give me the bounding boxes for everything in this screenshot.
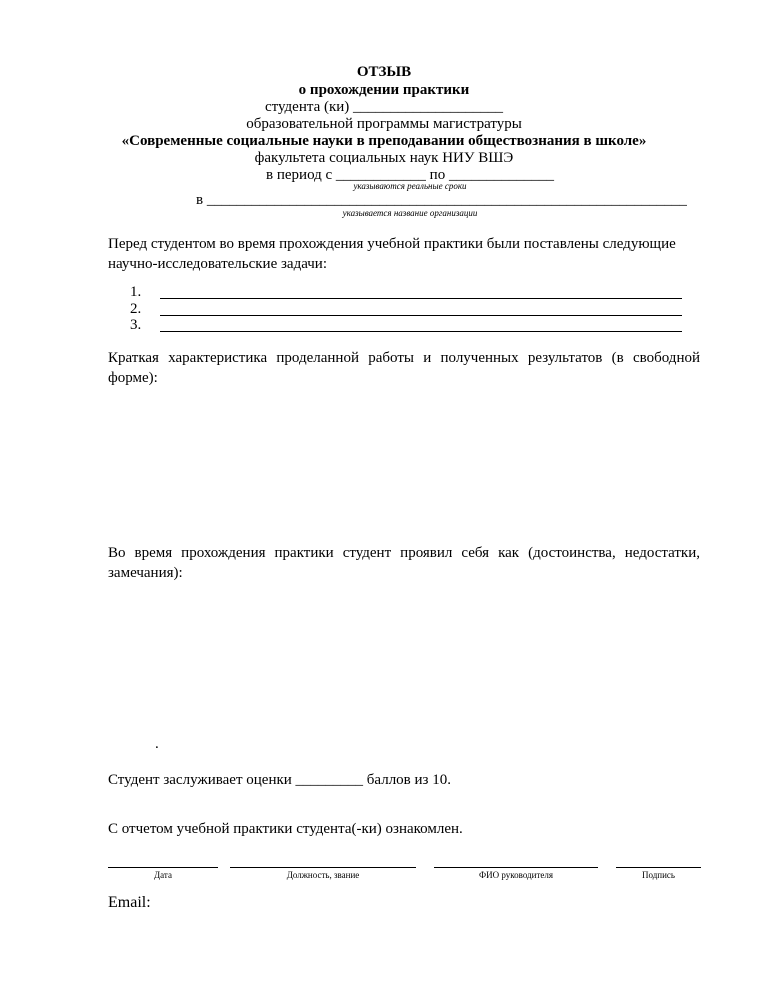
organization-hint: указывается название организации xyxy=(342,208,478,218)
student-name-line: студента (ки) ____________________ xyxy=(264,99,504,115)
supervisor-name-label: ФИО руководителя xyxy=(478,870,554,880)
date-label: Дата xyxy=(154,870,172,880)
task-blank-line xyxy=(160,315,682,316)
task-number: 2. xyxy=(130,301,142,317)
work-summary-prompt: Краткая характеристика проделанной работы и полученных результатов (в свободной форме): xyxy=(108,350,700,386)
task-number: 1. xyxy=(130,284,142,300)
position-signature-line xyxy=(230,867,416,868)
document-title: ОТЗЫВ xyxy=(356,64,412,80)
email-label: Email: xyxy=(108,894,151,911)
supervisor-name-signature-line xyxy=(434,867,598,868)
task-blank-line xyxy=(160,298,682,299)
student-qualities-prompt: Во время прохождения практики студент проявил себя как (достоинства, недостатки, замечания): xyxy=(108,545,700,581)
position-label: Должность, звание xyxy=(286,870,360,880)
task-blank-line xyxy=(160,331,682,332)
faculty-line: факультета социальных наук НИУ ВШЭ xyxy=(254,150,514,166)
period-line: в период с ____________ по ______________ xyxy=(266,167,554,183)
date-signature-line xyxy=(108,867,218,868)
tasks-intro: Перед студентом во время прохождения учебной практики были поставлены следующие научно-исследовательские задачи: xyxy=(108,236,676,272)
grade-line: Студент заслуживает оценки _________ баллов из 10. xyxy=(108,772,451,788)
stray-mark: . xyxy=(155,736,159,752)
organization-line: в ________________________________________________________________ xyxy=(196,192,687,208)
signature-label: Подпись xyxy=(641,870,676,880)
program-line: образовательной программы магистратуры xyxy=(246,116,522,132)
period-hint: указываются реальные сроки xyxy=(353,181,467,191)
task-number: 3. xyxy=(130,317,142,333)
signature-line xyxy=(616,867,701,868)
acknowledgement-line: С отчетом учебной практики студента(-ки) ознакомлен. xyxy=(108,821,463,837)
program-name: «Современные социальные науки в преподавании обществознания в школе» xyxy=(121,133,647,149)
document-subtitle: о прохождении практики xyxy=(298,82,470,98)
